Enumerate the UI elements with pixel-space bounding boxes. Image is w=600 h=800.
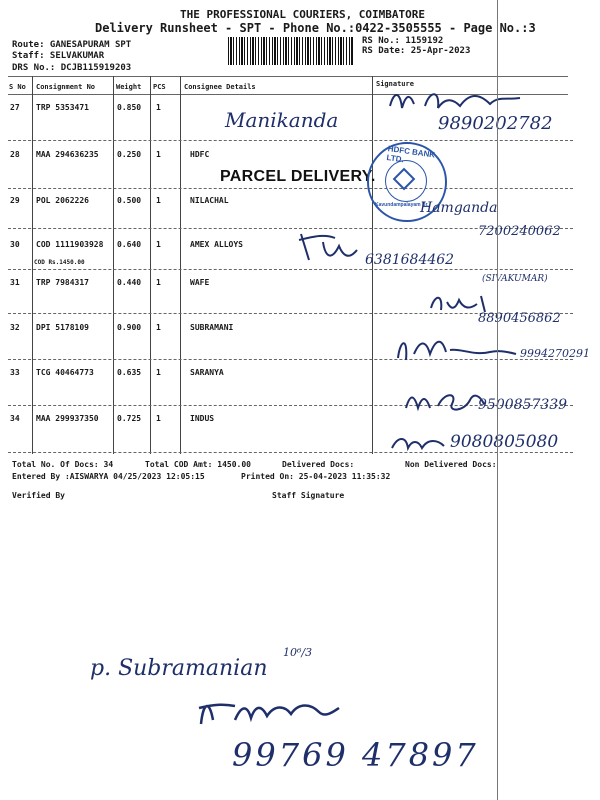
col-header-consignee: Consignee Details: [184, 83, 256, 91]
row-28-sno: 28: [10, 150, 20, 159]
row-30-consignment: COD 1111903928: [36, 240, 104, 249]
row-29-pcs: 1: [156, 196, 161, 205]
rs-number: RS No.: 1159192: [362, 36, 444, 46]
row-31-weight: 0.440: [117, 278, 142, 287]
staff-signature-label: Staff Signature: [272, 491, 345, 500]
row-34-pcs: 1: [156, 414, 161, 423]
receiver-name-row-27: Manikanda: [225, 108, 339, 132]
col-divider: [150, 76, 151, 454]
row-29-sno: 29: [10, 196, 20, 205]
signature-row-32: [390, 330, 520, 364]
row-32-pcs: 1: [156, 323, 161, 332]
handwritten-signature: [195, 690, 345, 730]
seal-arc-text: HDFC BANK LTD.: [386, 144, 436, 165]
signature-row-30: [295, 226, 365, 268]
delivered-docs: Delivered Docs:: [282, 460, 355, 469]
hdfc-logo-icon: [393, 168, 416, 191]
phone-row-32: 9994270291: [520, 347, 590, 360]
receiver-name-row-29: Hamganda: [420, 200, 498, 216]
table-top-border: [8, 76, 568, 77]
col-header-consignment: Consignment No: [36, 83, 96, 91]
handwritten-fraction: 10⁶/3: [283, 646, 313, 659]
seal-inner-ring: [385, 160, 427, 202]
total-cod: Total COD Amt: 1450.00: [145, 460, 251, 469]
signature-row-34: [388, 432, 448, 454]
row-34-consignee: INDUS: [190, 414, 215, 423]
row-27-sno: 27: [10, 103, 20, 112]
row-29-consignment: POL 2062226: [36, 196, 89, 205]
phone-row-30: 6381684462: [365, 252, 455, 268]
row-32-sno: 32: [10, 323, 20, 332]
row-27-weight: 0.850: [117, 103, 142, 112]
row-28-weight: 0.250: [117, 150, 142, 159]
col-header-sno: S No: [9, 83, 26, 91]
row-separator: [8, 269, 573, 270]
phone-row-31: 8890456862: [478, 311, 561, 326]
phone-row-27: 9890202782: [438, 113, 553, 134]
printed-on: Printed On: 25-04-2023 11:35:32: [241, 472, 391, 481]
row-separator: [8, 452, 573, 453]
row-29-weight: 0.500: [117, 196, 142, 205]
seal-bottom-text: Kavundampalayam Br.: [375, 202, 429, 208]
row-33-consignment: TCG 40464773: [36, 368, 94, 377]
row-separator: [8, 140, 573, 141]
col-header-pcs: PCS: [153, 83, 166, 91]
row-30-cod-amount: COD Rs.1450.00: [34, 259, 85, 266]
barcode: [228, 37, 354, 65]
row-31-consignment: TRP 7984317: [36, 278, 89, 287]
verified-by: Verified By: [12, 491, 65, 500]
col-divider: [113, 76, 114, 454]
row-28-consignment: MAA 294636235: [36, 150, 99, 159]
row-30-consignee: AMEX ALLOYS: [190, 240, 243, 249]
col-divider: [180, 76, 181, 454]
row-separator: [8, 188, 573, 189]
row-34-consignment: MAA 299937350: [36, 414, 99, 423]
col-header-signature: Signature: [376, 80, 414, 88]
row-34-weight: 0.725: [117, 414, 142, 423]
entered-by: Entered By :AISWARYA 04/25/2023 12:05:15: [12, 472, 205, 481]
row-31-sno: 31: [10, 278, 20, 287]
row-31-pcs: 1: [156, 278, 161, 287]
col-divider: [32, 76, 33, 454]
row-30-sno: 30: [10, 240, 20, 249]
row-32-consignee: SUBRAMANI: [190, 323, 234, 332]
handwritten-name: p. Subramanian: [90, 656, 268, 681]
staff-label: Staff: SELVAKUMAR: [12, 51, 105, 61]
col-header-weight: Weight: [116, 83, 142, 91]
row-33-weight: 0.635: [117, 368, 142, 377]
row-32-consignment: DPI 5178109: [36, 323, 89, 332]
row-33-pcs: 1: [156, 368, 161, 377]
parcel-delivery-stamp: PARCEL DELIVERY.: [220, 168, 376, 185]
phone-row-34: 9080805080: [450, 432, 559, 452]
non-delivered-docs: Non Delivered Docs:: [405, 460, 497, 469]
row-33-consignee: SARANYA: [190, 368, 224, 377]
total-docs: Total No. Of Docs: 34: [12, 460, 114, 469]
signature-row-27: [380, 86, 540, 116]
receiver-name-row-31: (SIVAKUMAR): [482, 274, 548, 284]
phone-row-33: 9500857339: [478, 397, 568, 413]
row-29-consignee: NILACHAL: [190, 196, 229, 205]
row-30-pcs: 1: [156, 240, 161, 249]
row-33-sno: 33: [10, 368, 20, 377]
runsheet-subtitle: Delivery Runsheet - SPT - Phone No.:0422-3505555 - Page No.:3: [95, 21, 536, 35]
row-32-weight: 0.900: [117, 323, 142, 332]
row-28-consignee: HDFC: [190, 150, 210, 159]
drs-number: DRS No.: DCJB115919203: [12, 63, 132, 73]
margin-line: [497, 0, 498, 800]
phone-row-29: 7200240062: [478, 224, 561, 239]
route-label: Route: GANESAPURAM SPT: [12, 40, 132, 50]
rs-date: RS Date: 25-Apr-2023: [362, 46, 471, 56]
handwritten-phone: 99769 47897: [232, 736, 479, 774]
row-30-weight: 0.640: [117, 240, 142, 249]
company-title: THE PROFESSIONAL COURIERS, COIMBATORE: [180, 8, 426, 21]
row-27-pcs: 1: [156, 103, 161, 112]
row-34-sno: 34: [10, 414, 20, 423]
row-27-consignment: TRP 5353471: [36, 103, 89, 112]
row-28-pcs: 1: [156, 150, 161, 159]
row-31-consignee: WAFE: [190, 278, 210, 287]
signature-row-33: [400, 386, 490, 416]
